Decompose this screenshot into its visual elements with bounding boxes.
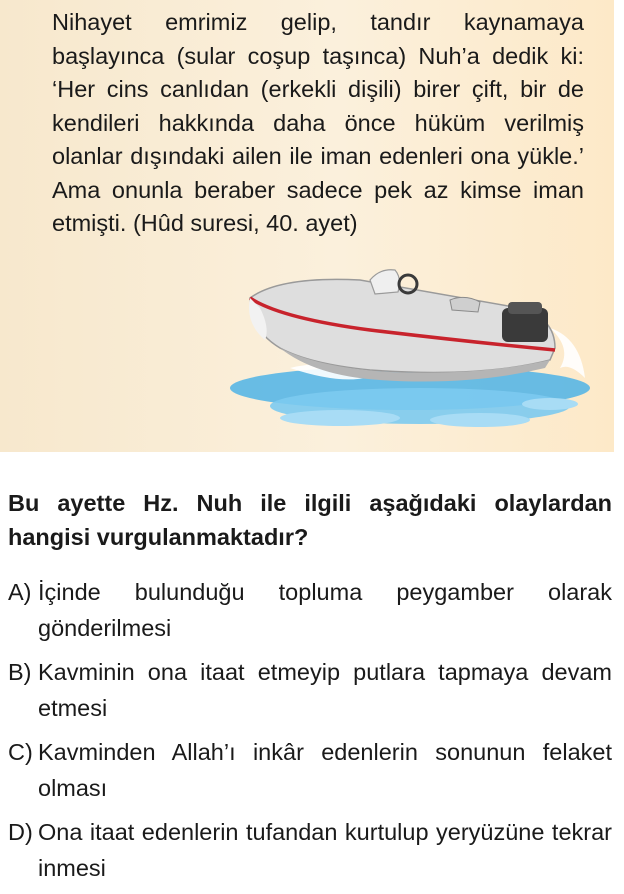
option-letter: A) [8, 579, 32, 605]
option-c[interactable] [8, 734, 612, 806]
option-letter: D) [8, 819, 33, 845]
option-b[interactable] [8, 654, 612, 726]
option-text: Kavminden Allah’ı inkâr edenlerin sonunun felaket olması [38, 739, 612, 801]
passage-text: Nihayet emrimiz gelip, tandır kaynamaya başlayınca (sular coşup taşınca) Nuh’a dedik ki: ‘Her cins canlıdan (erkekli dişili) birer çift, bir de kendileri hakkında daha önce hüküm verilmiş olanlar dışındaki ailen ile iman edenleri ona yükle.’ Ama onunla beraber sadece pek az kimse iman etmişti. (Hûd suresi, 40. ayet) [52, 9, 584, 236]
question-text: Bu ayette Hz. Nuh ile ilgili aşağıdaki olaylardan hangisi vurgulanmaktadır? [8, 490, 612, 550]
answer-options [8, 574, 612, 894]
option-a[interactable] [8, 574, 612, 646]
option-text: İçinde bulunduğu topluma peygamber olarak gönderilmesi [38, 579, 612, 641]
passage-box [0, 0, 614, 452]
option-text: Kavminin ona itaat etmeyip putlara tapmaya devam etmesi [38, 659, 612, 721]
option-text: Ona itaat edenlerin tufandan kurtulup yeryüzüne tekrar inmesi [38, 819, 612, 881]
option-d[interactable] [8, 814, 612, 886]
option-letter: C) [8, 739, 33, 765]
option-letter: B) [8, 659, 32, 685]
motorboat-icon [220, 268, 600, 448]
